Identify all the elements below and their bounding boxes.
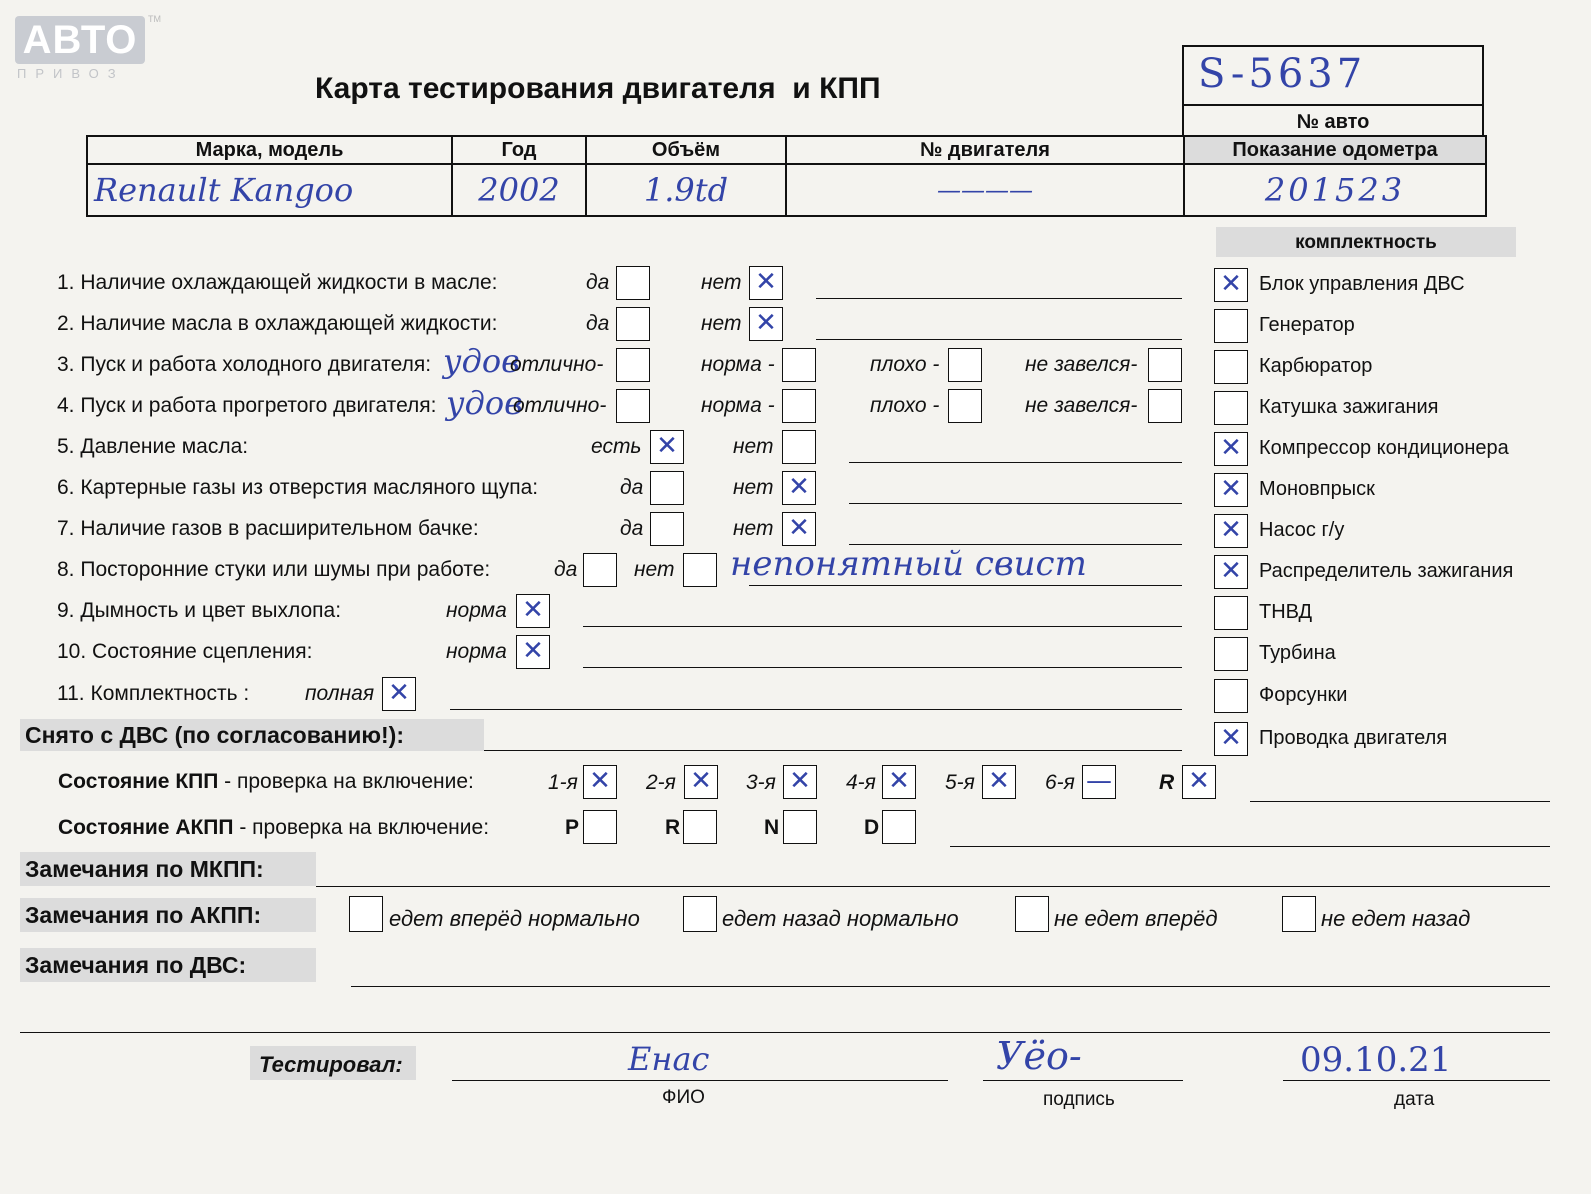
q1-yes-label: да [586, 271, 610, 294]
akpp-reverse-ok-checkbox[interactable] [683, 896, 717, 932]
q4-normal-label: норма - [701, 394, 775, 417]
akpp-forward-ok-label: едет вперёд нормально [389, 906, 640, 931]
akpp-no-forward-checkbox[interactable] [1015, 896, 1049, 932]
q8-no-checkbox[interactable] [683, 553, 717, 587]
q2-no-checkbox[interactable]: ✕ [749, 307, 783, 341]
q4-excellent-label: отлично- [513, 394, 607, 417]
volume-value: 1.9td [586, 164, 786, 216]
gear-2-label: 2-я [646, 771, 676, 794]
q7-yes-checkbox[interactable] [650, 512, 684, 546]
q3-excellent-label: отлично- [510, 353, 604, 376]
q9: 9. Дымность и цвет выхлопа: [57, 599, 342, 622]
kit-label-distributor: Распределитель зажигания [1259, 560, 1514, 582]
akpp-label: Состояние АКПП - проверка на включение: [58, 816, 490, 839]
q11-full-label: полная [305, 682, 375, 705]
kit-label-ignition-coil: Катушка зажигания [1259, 396, 1439, 418]
q1-no-label: нет [701, 271, 742, 294]
gear-1-checkbox[interactable]: ✕ [583, 765, 617, 799]
year-value: 2002 [452, 164, 586, 216]
q8-no-label: нет [634, 558, 675, 581]
page-title: Карта тестирования двигателя и КПП [315, 72, 881, 105]
q10: 10. Состояние сцепления: [57, 640, 313, 663]
tested-by-label: Тестировал: [259, 1052, 403, 1077]
kit-checkbox-injection-pump[interactable] [1214, 596, 1248, 630]
kit-header: комплектность [1295, 232, 1437, 253]
gear-r-checkbox[interactable]: ✕ [1182, 765, 1216, 799]
gear-4-label: 4-я [846, 771, 876, 794]
akpp-mode-d-label: D [864, 816, 880, 839]
gear-3-label: 3-я [746, 771, 776, 794]
kit-checkbox-ignition-coil[interactable] [1214, 391, 1248, 425]
q7-no-checkbox[interactable]: ✕ [782, 512, 816, 546]
kit-checkbox-carburetor[interactable] [1214, 350, 1248, 384]
logo-tm: TM [148, 14, 161, 24]
gear-r-label: R [1159, 771, 1175, 794]
q9-norm-checkbox[interactable]: ✕ [516, 594, 550, 628]
kit-checkbox-ecu[interactable]: ✕ [1214, 268, 1248, 302]
q1-yes-checkbox[interactable] [616, 266, 650, 300]
gear-2-checkbox[interactable]: ✕ [684, 765, 718, 799]
gear-4-checkbox[interactable]: ✕ [882, 765, 916, 799]
q2-yes-checkbox[interactable] [616, 307, 650, 341]
q1-no-checkbox[interactable]: ✕ [749, 266, 783, 300]
q2: 2. Наличие масла в охлаждающей жидкости: [57, 312, 498, 335]
kit-label-ac-compressor: Компрессор кондиционера [1259, 437, 1509, 459]
kit-label-steering-pump: Насос г/у [1259, 519, 1345, 541]
gear-6-label: 6-я [1045, 771, 1075, 794]
engine-number-value: ———— [786, 164, 1184, 216]
gear-5-label: 5-я [945, 771, 975, 794]
q3: 3. Пуск и работа холодного двигателя: [57, 353, 432, 376]
remarks-dvs-label: Замечания по ДВС: [25, 952, 247, 978]
akpp-no-reverse-label: не едет назад [1321, 906, 1471, 931]
year-label: Год [452, 136, 586, 164]
q4-handwritten-note: удов [446, 384, 523, 422]
q11: 11. Комплектность : [57, 682, 250, 705]
q3-handwritten-note: удов [443, 342, 520, 380]
q5-no-checkbox[interactable] [782, 430, 816, 464]
q6-no-checkbox[interactable]: ✕ [782, 471, 816, 505]
vehicle-info-table [86, 135, 1487, 217]
gear-1-label: 1-я [548, 771, 578, 794]
date-value: 09.10.21 [1300, 1040, 1452, 1080]
logo-text: АВТО [22, 18, 138, 62]
remarks-akpp-label: Замечания по АКПП: [25, 902, 262, 928]
q10-norm-checkbox[interactable]: ✕ [516, 635, 550, 669]
kit-checkbox-steering-pump[interactable]: ✕ [1214, 514, 1248, 548]
kit-label-injection-pump: ТНВД [1259, 601, 1313, 623]
q4-excellent-checkbox[interactable] [616, 389, 650, 423]
q11-full-checkbox[interactable]: ✕ [382, 677, 416, 711]
q4-normal-checkbox[interactable] [782, 389, 816, 423]
akpp-mode-n-checkbox[interactable] [783, 810, 817, 844]
kpp-label: Состояние КПП - проверка на включение: [58, 770, 474, 793]
q5-present-checkbox[interactable]: ✕ [650, 430, 684, 464]
kit-checkbox-mono-injection[interactable]: ✕ [1214, 473, 1248, 507]
logo-subtext: ПРИВОЗ [17, 66, 125, 81]
akpp-mode-r-label: R [665, 816, 681, 839]
q4-not-started-checkbox[interactable] [1148, 389, 1182, 423]
q8-yes-label: да [554, 558, 578, 581]
q6: 6. Картерные газы из отверстия масляного щупа: [57, 476, 539, 499]
removed-label: Снято с ДВС (по согласованию!): [25, 722, 404, 748]
q8-handwritten-note: непонятный свист [730, 544, 1087, 584]
gear-5-checkbox[interactable]: ✕ [982, 765, 1016, 799]
q3-normal-label: норма - [701, 353, 775, 376]
q9-norm-label: норма [446, 599, 507, 622]
q6-yes-checkbox[interactable] [650, 471, 684, 505]
kit-checkbox-turbine[interactable] [1214, 637, 1248, 671]
q4-not-started-label: не завелся- [1025, 394, 1138, 417]
akpp-reverse-ok-label: едет назад нормально [722, 906, 959, 931]
kit-label-ecu: Блок управления ДВС [1259, 273, 1465, 295]
q6-no-label: нет [733, 476, 774, 499]
kit-label-turbine: Турбина [1259, 642, 1336, 664]
q10-norm-label: норма [446, 640, 507, 663]
akpp-no-forward-label: не едет вперёд [1054, 906, 1218, 931]
remarks-mkpp-label: Замечания по МКПП: [25, 856, 264, 882]
signature-value: Уёо- [996, 1034, 1082, 1078]
q8: 8. Посторонние стуки или шумы при работе: [57, 558, 491, 581]
odometer-value: 201523 [1184, 164, 1486, 216]
q7: 7. Наличие газов в расширительном бачке: [57, 517, 479, 540]
q5-present-label: есть [591, 435, 642, 458]
akpp-no-reverse-checkbox[interactable] [1282, 896, 1316, 932]
kit-checkbox-distributor[interactable]: ✕ [1214, 555, 1248, 589]
q3-normal-checkbox[interactable] [782, 348, 816, 382]
q3-not-started-checkbox[interactable] [1148, 348, 1182, 382]
car-number-value: S-5637 [1198, 51, 1367, 97]
akpp-forward-ok-checkbox[interactable] [349, 896, 383, 932]
q7-no-label: нет [733, 517, 774, 540]
odometer-label: Показание одометра [1184, 136, 1486, 164]
q3-bad-checkbox[interactable] [948, 348, 982, 382]
kit-label-generator: Генератор [1259, 314, 1355, 336]
name-label: ФИО [662, 1087, 705, 1108]
q3-not-started-label: не завелся- [1025, 353, 1138, 376]
kit-checkbox-engine-wiring[interactable]: ✕ [1214, 722, 1248, 756]
q4-bad-checkbox[interactable] [948, 389, 982, 423]
q6-yes-label: да [620, 476, 644, 499]
gear-6-checkbox[interactable]: — [1082, 765, 1116, 799]
car-number-box [1182, 45, 1484, 137]
kit-checkbox-generator[interactable] [1214, 309, 1248, 343]
kit-label-mono-injection: Моновпрыск [1259, 478, 1375, 500]
akpp-mode-p-label: P [565, 816, 580, 839]
gear-3-checkbox[interactable]: ✕ [783, 765, 817, 799]
kit-checkbox-ac-compressor[interactable]: ✕ [1214, 432, 1248, 466]
volume-label: Объём [586, 136, 786, 164]
kit-label-injectors: Форсунки [1259, 684, 1348, 706]
make-label: Марка, модель [87, 136, 452, 164]
akpp-mode-p-checkbox[interactable] [583, 810, 617, 844]
akpp-mode-n-label: N [764, 816, 780, 839]
kit-label-carburetor: Карбюратор [1259, 355, 1373, 377]
q2-yes-label: да [586, 312, 610, 335]
engine-number-label: № двигателя [786, 136, 1184, 164]
kit-label-engine-wiring: Проводка двигателя [1259, 727, 1448, 749]
q3-excellent-checkbox[interactable] [616, 348, 650, 382]
q8-yes-checkbox[interactable] [583, 553, 617, 587]
q7-yes-label: да [620, 517, 644, 540]
akpp-mode-d-checkbox[interactable] [882, 810, 916, 844]
q5: 5. Давление масла: [57, 435, 249, 458]
q4-bad-label: плохо - [870, 394, 940, 417]
date-label: дата [1394, 1089, 1435, 1110]
akpp-mode-r-checkbox[interactable] [683, 810, 717, 844]
make-value: Renault Kangoo [87, 164, 452, 216]
logo [15, 16, 145, 64]
tester-name-value: Енас [628, 1040, 710, 1078]
q5-no-label: нет [733, 435, 774, 458]
q1: 1. Наличие охлаждающей жидкости в масле: [57, 271, 498, 294]
signature-label: подпись [1043, 1089, 1115, 1110]
q4: 4. Пуск и работа прогретого двигателя: [57, 394, 437, 417]
q2-no-label: нет [701, 312, 742, 335]
q3-bad-label: плохо - [870, 353, 940, 376]
kit-checkbox-injectors[interactable] [1214, 679, 1248, 713]
car-number-label: № авто [1296, 111, 1370, 133]
